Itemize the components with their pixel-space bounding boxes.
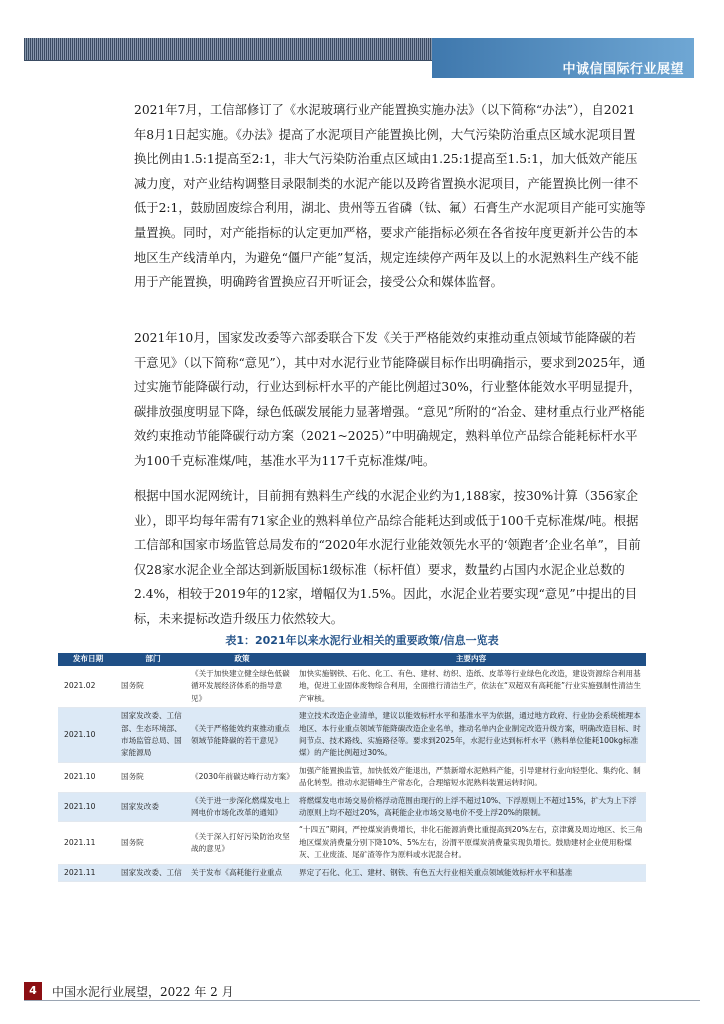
table-row: [58, 864, 646, 881]
cell-dept: 国家发改委: [118, 792, 188, 822]
page-number: 4: [24, 982, 42, 1000]
cell-date: 2021.10: [58, 792, 118, 822]
header-date: 发布日期: [58, 653, 118, 666]
header-dept: 部门: [118, 653, 188, 666]
header-policy: 政策: [188, 653, 296, 666]
paragraph-cement-enterprise-stats: 根据中国水泥网统计，目前拥有熟料生产线的水泥企业约为1,188家，按30%计算（356家企业），即平均每年需有71家企业的熟料单位产品综合能耗达到或低于100千克标准煤/吨。根据工信部和国家市场监管总局发布的“2020年水泥行业能效领先水平的‘领跑者’企业名单”，目前仅28家水泥企业全部达到新版国标1级标准（标杆值）要求，数量约占国内水泥企业总数的2.4%，相较于2019年的12家，增幅仅为1.5%。因此，水泥企业若要实现“意见”中提出的目标，未来提标改造升级压力依然较大。: [134, 489, 641, 626]
publication-title: 中国水泥行业展望，2022 年 2 月: [52, 985, 234, 999]
cell-dept: 国务院: [118, 822, 188, 864]
table-row: [58, 666, 646, 708]
cell-date: 2021.11: [58, 864, 118, 881]
cell-policy: 关于发布《高耗能行业重点: [188, 864, 296, 881]
header-content: 主要内容: [296, 653, 646, 666]
cell-policy: 《关于深入打好污染防治攻坚战的意见》: [188, 822, 296, 864]
table-row: [58, 708, 646, 763]
cell-policy: 《关于加快建立健全绿色低碳循环发展经济体系的指导意见》: [188, 666, 296, 708]
table-row: [58, 792, 646, 822]
cell-dept: 国家发改委、工信: [118, 864, 188, 881]
footer-rule: [24, 1000, 700, 1001]
table-header-row: [58, 653, 646, 666]
cell-date: 2021.11: [58, 822, 118, 864]
table-title: 表1：2021年以来水泥行业相关的重要政策/信息一览表: [225, 634, 499, 647]
cell-dept: 国务院: [118, 666, 188, 708]
cell-content: 建立技术改造企业清单，建议以能效标杆水平和基准水平为依据，通过地方政府、行业协会系统梳理本地区、本行业重点领域节能降碳改造企业名单，推动名单内企业制定改造升级方案，明确改造目标、时间节点、技术路线、实施路径等。要求到2025年，水泥行业达到标杆水平（熟料单位能耗100kg标准煤）的产能比例超过30%。: [296, 708, 646, 763]
cell-dept: 国家发改委、工信部、生态环境部、市场监管总局、国家能源局: [118, 708, 188, 763]
cell-date: 2021.02: [58, 666, 118, 708]
cell-content: 加强产能置换监管，加快低效产能退出，严禁新增水泥熟料产能，引导建材行业向轻型化、集约化、制品化转型。推动水泥错峰生产常态化，合理缩短水泥熟料装置运转时间。: [296, 762, 646, 792]
cell-dept: 国务院: [118, 762, 188, 792]
cell-content: 加快实施钢铁、石化、化工、有色、建材、纺织、造纸、皮革等行业绿色化改造，建设资源综合利用基地，促进工业固体废物综合利用，全面推行清洁生产，依法在“双超双有高耗能”行业实施强制性清洁生产审核。: [296, 666, 646, 708]
table-row: [58, 822, 646, 864]
cell-policy: 《关于严格能效约束推动重点领域节能降碳的若干意见》: [188, 708, 296, 763]
cell-date: 2021.10: [58, 708, 118, 763]
header-title: 中诚信国际行业展望: [562, 62, 684, 77]
header-banner: [432, 38, 694, 78]
cell-date: 2021.10: [58, 762, 118, 792]
header-stripe-bar: [24, 38, 432, 60]
table-row: [58, 762, 646, 792]
header-rule: [24, 60, 432, 61]
cell-policy: 《2030年前碳达峰行动方案》: [188, 762, 296, 792]
cell-content: 将燃煤发电市场交易价格浮动范围由现行的上浮不超过10%、下浮原则上不超过15%，扩大为上下浮动原则上均不超过20%，高耗能企业市场交易电价不受上浮20%的限制。: [296, 792, 646, 822]
policy-table: [58, 653, 646, 882]
paragraph-cement-glass-capacity: 2021年7月，工信部修订了《水泥玻璃行业产能置换实施办法》（以下简称“办法”），自2021年8月1日起实施。《办法》提高了水泥项目产能置换比例，大气污染防治重点区域水泥项目置换比例由1.5:1提高至2:1，非大气污染防治重点区域由1.25:1提高至1.5:1，加大低效产能压减力度，对产业结构调整目录限制类的水泥产能以及跨省置换水泥项目，产能置换比例一律不低于2:1，鼓励固废综合利用，湖北、贵州等五省磷（钛、氟）石膏生产水泥项目产能可实施等量置换。同时，对产能指标的认定更加严格，要求产能指标必须在各省按年度更新并公告的本地区生产线清单内，为避免“僵尸产能”复活，规定连续停产两年及以上的水泥熟料生产线不能用于产能置换，明确跨省置换应召开听证会，接受公众和媒体监督。: [134, 103, 646, 290]
cell-policy: 《关于进一步深化燃煤发电上网电价市场化改革的通知》: [188, 792, 296, 822]
paragraph-energy-efficiency-opinion: 2021年10月，国家发改委等六部委联合下发《关于严格能效约束推动重点领域节能降碳的若干意见》（以下简称“意见”），其中对水泥行业节能降碳目标作出明确指示，要求到2025年，通过实施节能降碳行动，行业达到标杆水平的产能比例超过30%，行业整体能效水平明显提升，碳排放强度明显下降，绿色低碳发展能力显著增强。“意见”所附的“冶金、建材重点行业严格能效约束推动节能降碳行动方案（2021~2025）”中明确规定，熟料单位产品综合能耗标杆水平为100千克标准煤/吨，基准水平为117千克标准煤/吨。: [134, 331, 646, 468]
cell-content: “十四五”期间，严控煤炭消费增长，非化石能源消费比重提高到20%左右，京津冀及周边地区、长三角地区煤炭消费量分别下降10%、5%左右，汾渭平原煤炭消费量实现负增长。鼓励建材企业使用粉煤灰、工业废渣、尾矿渣等作为原料或水泥混合材。: [296, 822, 646, 864]
cell-content: 界定了石化、化工、建材、钢铁、有色五大行业相关重点领域能效标杆水平和基准: [296, 864, 646, 881]
